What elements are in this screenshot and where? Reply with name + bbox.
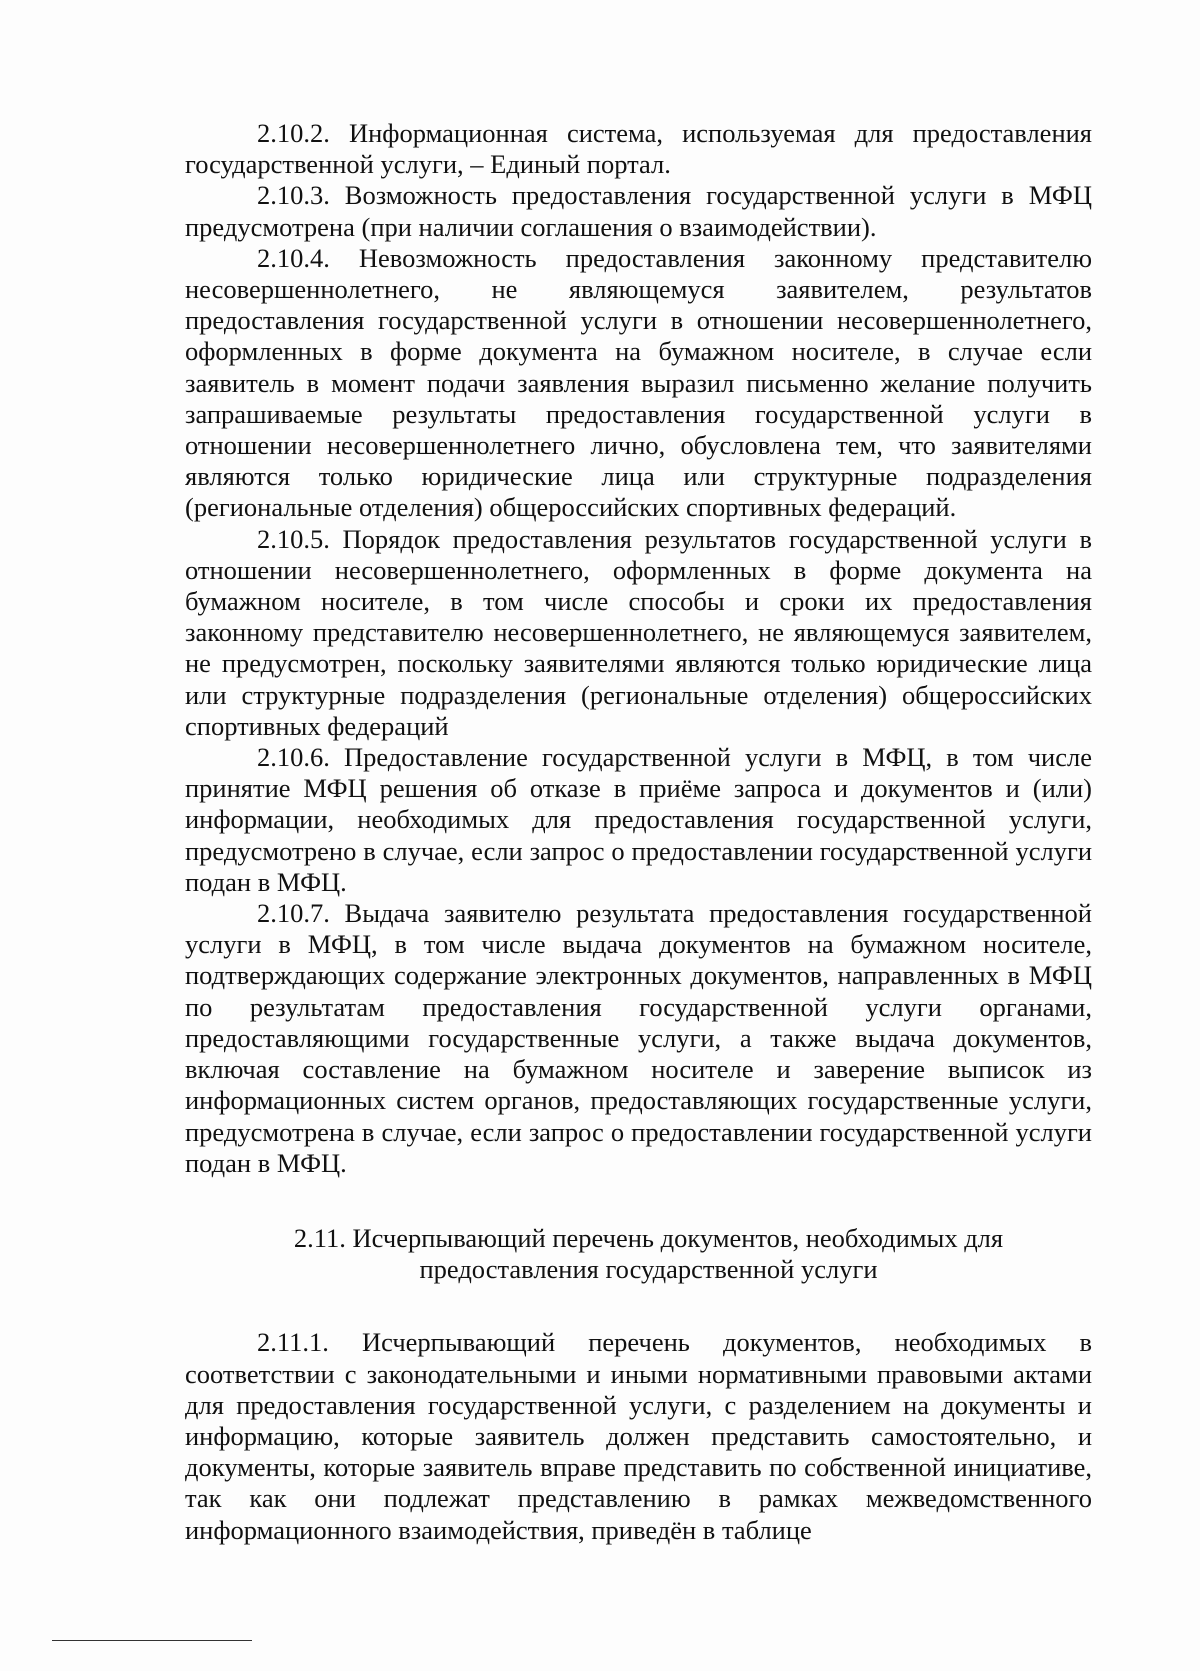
paragraph-2-10-4: 2.10.4. Невозможность предоставления законному представителю несовершеннолетнего, не являющемуся заявителем, результатов предоставления государственной услуги в отношении несовершеннолетнего, оформленных в форме документа на бумажном носителе, в случае если заявитель в момент подачи заявления выразил письменно желание получить запрашиваемые результаты предоставления государственной услуги в отношении несовершеннолетнего лично, обусловлена тем, что заявителями являются только юридические лица или структурные подразделения (региональные отделения) общероссийских спортивных федераций. [185,242,1092,523]
paragraph-2-10-6: 2.10.6. Предоставление государственной услуги в МФЦ, в том числе принятие МФЦ решения об отказе в приёме запроса и документов и (или) информации, необходимых для предоставления государственной услуги, предусмотрено в случае, если запрос о предоставлении государственной услуги подан в МФЦ. [185,742,1092,897]
document-body [185,118,1092,1546]
paragraph-2-11-1: 2.11.1. Исчерпывающий перечень документов, необходимых в соответствии с законодательными и иными нормативными правовыми актами для предоставления государственной услуги, с разделением на документы и информацию, которые заявитель должен представить самостоятельно, и документы, которые заявитель вправе представить по собственной инициативе, так как они подлежат представлению в рамках межведомственного информационного взаимодействия, приведён в таблице [185,1327,1092,1545]
paragraph-2-10-5: 2.10.5. Порядок предоставления результатов государственной услуги в отношении несовершеннолетнего, оформленных в форме документа на бумажном носителе, в том числе способы и сроки их предоставления законному представителю несовершеннолетнего, не являющемуся заявителем, не предусмотрен, поскольку заявителями являются только юридические лица или структурные подразделения (региональные отделения) общероссийских спортивных федераций [185,523,1092,741]
footnote-divider [52,1640,252,1641]
section-heading-2-11: 2.11. Исчерпывающий перечень документов, необходимых для предоставления государственной услуги [293,1222,1004,1285]
paragraph-2-10-2: 2.10.2. Информационная система, используемая для предоставления государственной услуги, – Единый портал. [185,118,1092,180]
paragraph-2-10-3: 2.10.3. Возможность предоставления государственной услуги в МФЦ предусмотрена (при наличии соглашения о взаимодействии). [185,180,1092,242]
paragraph-2-10-7: 2.10.7. Выдача заявителю результата предоставления государственной услуги в МФЦ, в том числе выдача документов на бумажном носителе, подтверждающих содержание электронных документов, направленных в МФЦ по результатам предоставления государственной услуги органами, предоставляющими государственные услуги, а также выдача документов, включая составление на бумажном носителе и заверение выписок из информационных систем органов, предоставляющих государственные услуги, предусмотрена в случае, если запрос о предоставлении государственной услуги подан в МФЦ. [185,898,1092,1178]
